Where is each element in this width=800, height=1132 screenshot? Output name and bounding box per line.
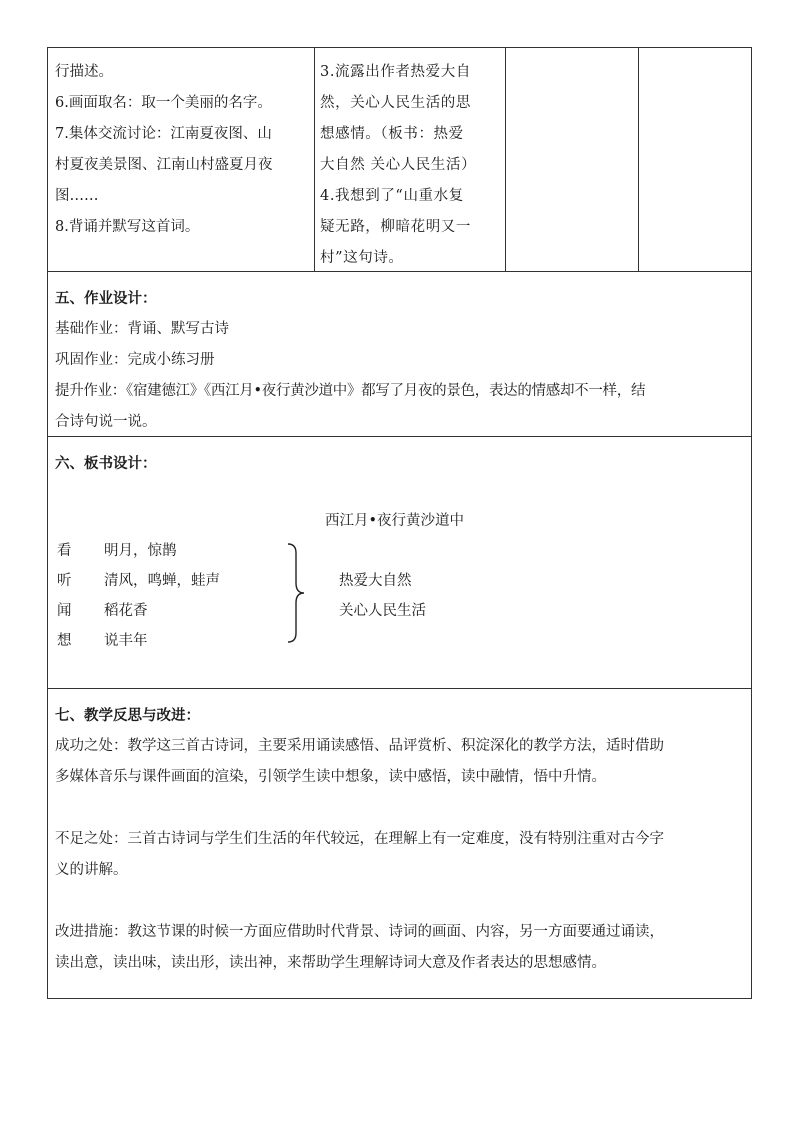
process-line: 8.背诵并默写这首词。: [55, 219, 200, 235]
board-content-smell: 稻花香: [104, 603, 148, 619]
process-line: 图……: [55, 188, 99, 204]
board-theme-nature: 热爱大自然: [339, 573, 412, 589]
response-line: 想感情。（板书：热爱: [320, 126, 464, 142]
homework-title: 五、作业设计：: [55, 290, 157, 307]
response-line: 然，关心人民生活的思: [320, 95, 471, 111]
homework-line: 提升作业：《宿建德江》《西江月•夜行黄沙道中》都写了月夜的景色，表达的情感却不一样，结: [55, 383, 646, 399]
process-line: 6.画面取名：取一个美丽的名字。: [55, 95, 272, 111]
reflection-success-line: 多媒体音乐与课件画面的渲染，引领学生读中想象，读中感悟，读中融情，悟中升情。: [55, 769, 606, 785]
process-line: 行描述。: [55, 64, 113, 80]
board-content-think: 说丰年: [104, 633, 148, 649]
process-line: 7.集体交流讨论：江南夏夜图、山: [55, 126, 272, 142]
process-steps-cell: [55, 57, 310, 243]
reflection-shortcoming-line: 不足之处：三首古诗词与学生们生活的年代较远，在理解上有一定难度，没有特别注重对古今字: [55, 831, 664, 847]
response-line: 3.流露出作者热爱大自: [320, 64, 471, 80]
row-divider-3: [47, 688, 752, 689]
response-line: 4.我想到了“山重水复: [320, 188, 464, 204]
board-content-look: 明月，惊鹊: [104, 543, 177, 559]
board-sense-listen: 听: [57, 573, 72, 589]
reflection-section: [55, 700, 747, 979]
reflection-improvement-line: 读出意，读出味，读出形，读出神，来帮助学生理解诗词大意及作者表达的思想感情。: [55, 955, 606, 971]
reflection-shortcoming-line: 义的讲解。: [55, 862, 128, 878]
board-title: 六、板书设计：: [55, 455, 157, 472]
reflection-success-line: 成功之处：教学这三首古诗词，主要采用诵读感悟、品评赏析、积淀深化的教学方法，适时借助: [55, 738, 664, 754]
homework-line: 巩固作业：完成小练习册: [55, 352, 215, 368]
student-response-cell: [320, 57, 502, 274]
column-divider-2: [505, 47, 506, 271]
response-line: 大自然 关心人民生活）: [320, 157, 477, 173]
board-sense-think: 想: [57, 633, 72, 649]
reflection-improvement-line: 改进措施：教这节课的时候一方面应借助时代背景、诗词的画面、内容，另一方面要通过诵读，: [55, 924, 664, 940]
homework-section: [55, 283, 747, 438]
board-sense-look: 看: [57, 543, 72, 559]
board-poem-title: 西江月•夜行黄沙道中: [325, 513, 465, 529]
board-sense-smell: 闻: [57, 603, 72, 619]
column-divider-1: [314, 47, 315, 271]
response-line: 疑无路，柳暗花明又一: [320, 219, 471, 235]
column-divider-3: [638, 47, 639, 271]
reflection-title: 七、教学反思与改进：: [55, 707, 200, 724]
curly-brace-icon: [284, 543, 306, 643]
homework-line: 基础作业：背诵、默写古诗: [55, 321, 229, 337]
response-line: 村”这句诗。: [320, 250, 404, 266]
process-line: 村夏夜美景图、江南山村盛夏月夜: [55, 157, 273, 173]
board-theme-people: 关心人民生活: [339, 603, 426, 619]
board-content-listen: 清风，鸣蝉，蛙声: [104, 573, 220, 589]
homework-line: 合诗句说一说。: [55, 414, 157, 430]
